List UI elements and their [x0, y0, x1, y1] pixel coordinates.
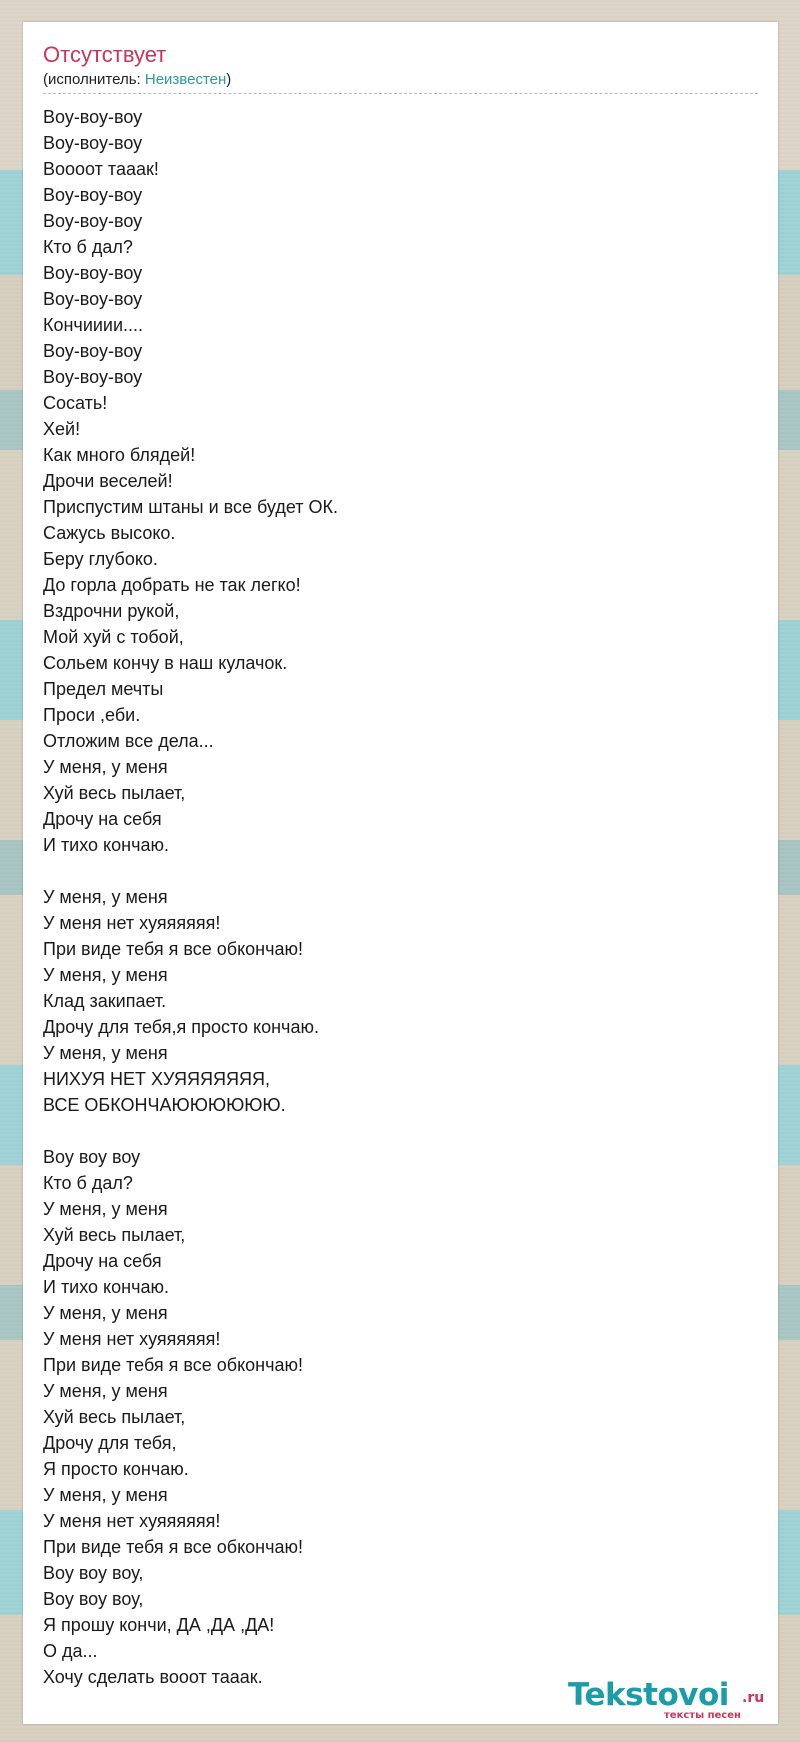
lyric-line: Как много блядей! — [43, 445, 196, 465]
lyric-blank-line — [43, 1118, 743, 1144]
lyric-line: У меня, у меня — [43, 965, 168, 985]
lyric-line: И тихо кончаю. — [43, 835, 169, 855]
lyric-line: Кто б дал? — [43, 237, 133, 257]
lyric-line: О да... — [43, 1641, 98, 1661]
lyric-line: У меня нет хуяяяяяя! — [43, 1511, 221, 1531]
lyric-line: Воу воу воу, — [43, 1589, 144, 1609]
lyric-line: Воу-воу-воу — [43, 367, 143, 387]
site-logo[interactable] — [568, 1677, 778, 1723]
divider — [43, 93, 758, 94]
lyric-line: Сольем кончу в наш кулачок. — [43, 653, 288, 673]
lyric-line: Воу воу воу — [43, 1147, 141, 1167]
lyric-blank-line — [43, 858, 743, 884]
lyric-line: Я прошу кончи, ДА ,ДА ,ДА! — [43, 1615, 275, 1635]
lyric-line: Сосать! — [43, 393, 108, 413]
lyric-line: Кончииии.... — [43, 315, 144, 335]
lyrics-text — [43, 104, 743, 1690]
lyric-line: Приспустим штаны и все будет ОК. — [43, 497, 338, 517]
lyric-line: Предел мечты — [43, 679, 164, 699]
lyric-line: До горла добрать не так легко! — [43, 575, 301, 595]
artist-prefix: (исполнитель: — [43, 71, 145, 88]
lyric-line: Хуй весь пылает, — [43, 783, 186, 803]
logo-wordmark: Tekstovoi — [568, 1677, 729, 1713]
lyric-line: Проси ,еби. — [43, 705, 141, 725]
lyric-line: Дрочи веселей! — [43, 471, 173, 491]
lyric-line: У меня, у меня — [43, 1381, 168, 1401]
lyric-line: У меня, у меня — [43, 1485, 168, 1505]
logo-tagline: тексты песен — [664, 1710, 741, 1721]
lyric-line: Хей! — [43, 419, 81, 439]
logo-domain: .ru — [742, 1690, 765, 1706]
lyric-line: Воооот тааак! — [43, 159, 159, 179]
lyric-line: У меня, у меня — [43, 757, 168, 777]
lyric-line: Мой хуй с тобой, — [43, 627, 184, 647]
lyric-line: Хуй весь пылает, — [43, 1407, 186, 1427]
lyrics-panel — [23, 22, 778, 1724]
lyric-line: Я просто кончаю. — [43, 1459, 189, 1479]
lyric-line: Вздрочни рукой, — [43, 601, 180, 621]
artist-suffix: ) — [226, 71, 232, 88]
lyric-line: При виде тебя я все обкончаю! — [43, 1537, 304, 1557]
lyric-line: У меня нет хуяяяяяя! — [43, 1329, 221, 1349]
lyric-line: Воу-воу-воу — [43, 263, 143, 283]
lyric-line: И тихо кончаю. — [43, 1277, 169, 1297]
lyric-line: Воу-воу-воу — [43, 133, 143, 153]
lyric-line: У меня, у меня — [43, 1199, 168, 1219]
lyric-line: Дрочу на себя — [43, 1251, 162, 1271]
lyric-line: У меня, у меня — [43, 1303, 168, 1323]
song-title: Отсутствует — [43, 42, 167, 67]
lyric-line: У меня, у меня — [43, 1043, 168, 1063]
lyric-line: При виде тебя я все обкончаю! — [43, 939, 304, 959]
artist-line — [43, 71, 231, 89]
lyric-line: При виде тебя я все обкончаю! — [43, 1355, 304, 1375]
lyric-line: Воу воу воу, — [43, 1563, 144, 1583]
lyric-line: ВСЕ ОБКОНЧАЮЮЮЮЮЮ. — [43, 1095, 286, 1115]
lyric-line: Воу-воу-воу — [43, 107, 143, 127]
artist-link[interactable]: Неизвестен — [144, 71, 227, 88]
lyric-line: Дрочу на себя — [43, 809, 162, 829]
lyric-line: Сажусь высоко. — [43, 523, 176, 543]
lyric-line: Дрочу для тебя, — [43, 1433, 177, 1453]
lyric-line: Воу-воу-воу — [43, 211, 143, 231]
lyric-line: Клад закипает. — [43, 991, 167, 1011]
lyric-line: У меня, у меня — [43, 887, 168, 907]
lyric-line: НИХУЯ НЕТ ХУЯЯЯЯЯЯЯ, — [43, 1069, 271, 1089]
lyric-line: У меня нет хуяяяяяя! — [43, 913, 221, 933]
lyric-line: Дрочу для тебя,я просто кончаю. — [43, 1017, 319, 1037]
lyric-line: Отложим все дела... — [43, 731, 214, 751]
lyric-line: Воу-воу-воу — [43, 289, 143, 309]
lyric-line: Беру глубоко. — [43, 549, 158, 569]
lyric-line: Хочу сделать вооот тааак. — [43, 1667, 263, 1687]
lyric-line: Хуй весь пылает, — [43, 1225, 186, 1245]
lyric-line: Воу-воу-воу — [43, 341, 143, 361]
lyric-line: Кто б дал? — [43, 1173, 133, 1193]
lyric-line: Воу-воу-воу — [43, 185, 143, 205]
